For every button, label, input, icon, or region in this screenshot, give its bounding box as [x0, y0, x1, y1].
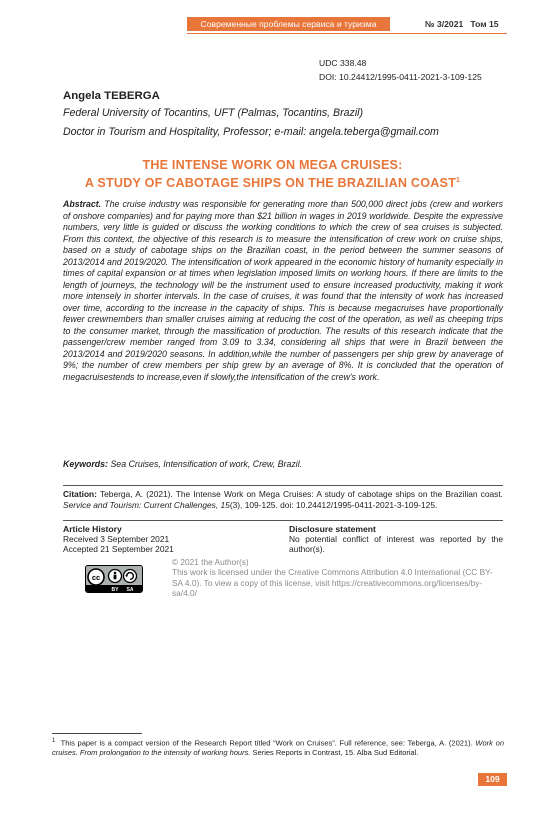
article-title-line-2 — [0, 176, 545, 190]
license-block — [172, 557, 503, 598]
journal-title: Современные проблемы сервиса и туризма — [200, 19, 377, 29]
author-position: Doctor in Tourism and Hospitality, Professor; e-mail: angela.teberga@gmail.com — [63, 126, 439, 138]
footnote-italic: Work on cruises. From prolongation to the intensity of working hours. — [52, 738, 504, 758]
citation-rule-bottom — [63, 520, 503, 521]
cc-symbol: cc — [91, 573, 101, 582]
received-date: Received 3 September 2021 — [63, 534, 170, 544]
footnote — [52, 737, 504, 758]
keywords — [63, 459, 503, 469]
title-text: A STUDY OF CABOTAGE SHIPS ON THE BRAZILIAN COAST — [84, 176, 456, 190]
license-text: This work is licensed under the Creative Commons Attribution 4.0 International (CC BY-SA 4.0). To view a copy of this license, visit https://creativecommons.org/licenses/by-sa/4.0/ — [172, 567, 493, 598]
header-rule — [187, 33, 507, 34]
footnote-after: Series Reports in Contrast, 15. Alba Sud Editorial. — [252, 748, 419, 758]
article-history — [63, 524, 278, 554]
article-history-heading: Article History — [63, 524, 122, 534]
abstract-label: Abstract. — [63, 199, 102, 209]
copyright-notice: © 2021 the Author(s) — [172, 557, 249, 567]
author-affiliation: Federal University of Tocantins, UFT (Palmas, Tocantins, Brazil) — [63, 107, 364, 119]
badge-sa-text: SA — [126, 587, 134, 592]
page-number: 109 — [485, 774, 500, 784]
footnote-mark: 1 — [52, 738, 56, 744]
badge-by-text: BY — [111, 587, 119, 592]
disclosure-heading: Disclosure statement — [289, 524, 376, 534]
udc-code: UDC 338.48 — [319, 58, 367, 68]
citation-before: Teberga, A. (2021). The Intense Work on Mega Cruises: A study of cabotage ships on the Brazilian coast. — [99, 489, 503, 499]
citation-label: Citation: — [63, 489, 97, 499]
keywords-label: Keywords: — [63, 459, 108, 469]
citation-rule-top — [63, 485, 503, 486]
accepted-date: Accepted 21 September 2021 — [63, 544, 174, 555]
keywords-text: Sea Cruises, Intensification of work, Crew, Brazil. — [110, 459, 303, 469]
doi[interactable]: DOI: 10.24412/1995-0411-2021-3-109-125 — [319, 72, 482, 82]
citation-journal: Service and Tourism: Current Challenges, 15 — [63, 499, 230, 510]
disclosure-statement — [289, 524, 503, 554]
article-title-line-1: THE INTENSE WORK ON MEGA CRUISES: — [142, 158, 403, 172]
footnote-rule — [52, 733, 142, 734]
citation — [63, 489, 503, 510]
abstract-text: The cruise industry was responsible for generating more than 500,000 direct jobs (crew and workers of onshore companies) and for paying more than $21 billion in wages in 2019 worldwide. Despite the expressive numbers, very little is guided or discuss the working conditions to which the crew of sea cruises is subjected. From this context, the objective of this research is to measure the intensification of crew work on cruise ships, based on a study of cabotage ships on the Brazilian coast, in the period between the summer seasons of 2013/2014 and 2019/2020. The intensification of work appeared in the economic history of humanity especially in times of capital expansion or at times when legislation imposed limits on working hours. If there are limits to the length of journeys, the technology will be the instrument used to ensure increased productivity, making it work more intensely in shorter intervals. In the case of cruises, it was found that the intensity of work has increased over time, according to the increase in the capacity of ships. This is because megacruises have proportionally fewer crewmembers than smaller cruises aiming at reducing the cost of the operation, as well as cheeping trips to the consumer market, through the massification of production. The results of this research indicate that the passenger/crew member ranged from 3.09 to 3.34, considering all ships that were in Brazil between the 2013/2014 and 2019/2020 seasons. In addition,while the number of passengers per ship grew by anaverage of 9%; the number of crew members per ship grew by an average of 8%. It is concluded that the operation of megacruisestends to increase,even if slowly,the intensification of the crew's work. — [63, 199, 503, 382]
author-name: Angela TEBERGA — [63, 90, 160, 102]
cc-by-sa-badge[interactable] — [85, 565, 143, 593]
citation-after: (3), 109-125. doi: 10.24412/1995-0411-2021-3-109-125. — [229, 499, 438, 510]
disclosure-text: No potential conflict of interest was reported by the author(s). — [289, 534, 503, 555]
abstract — [63, 199, 503, 383]
title-footnote-mark[interactable]: 1 — [456, 176, 461, 184]
cc-license-icon — [86, 566, 142, 592]
footnote-text: This paper is a compact version of the Research Report titled “Work on Cruises”. Full reference, see: Teberga, A. (2021). — [60, 738, 473, 748]
share-alike-icon — [124, 570, 137, 583]
issue-volume: № 3/2021 Том 15 — [425, 19, 499, 29]
